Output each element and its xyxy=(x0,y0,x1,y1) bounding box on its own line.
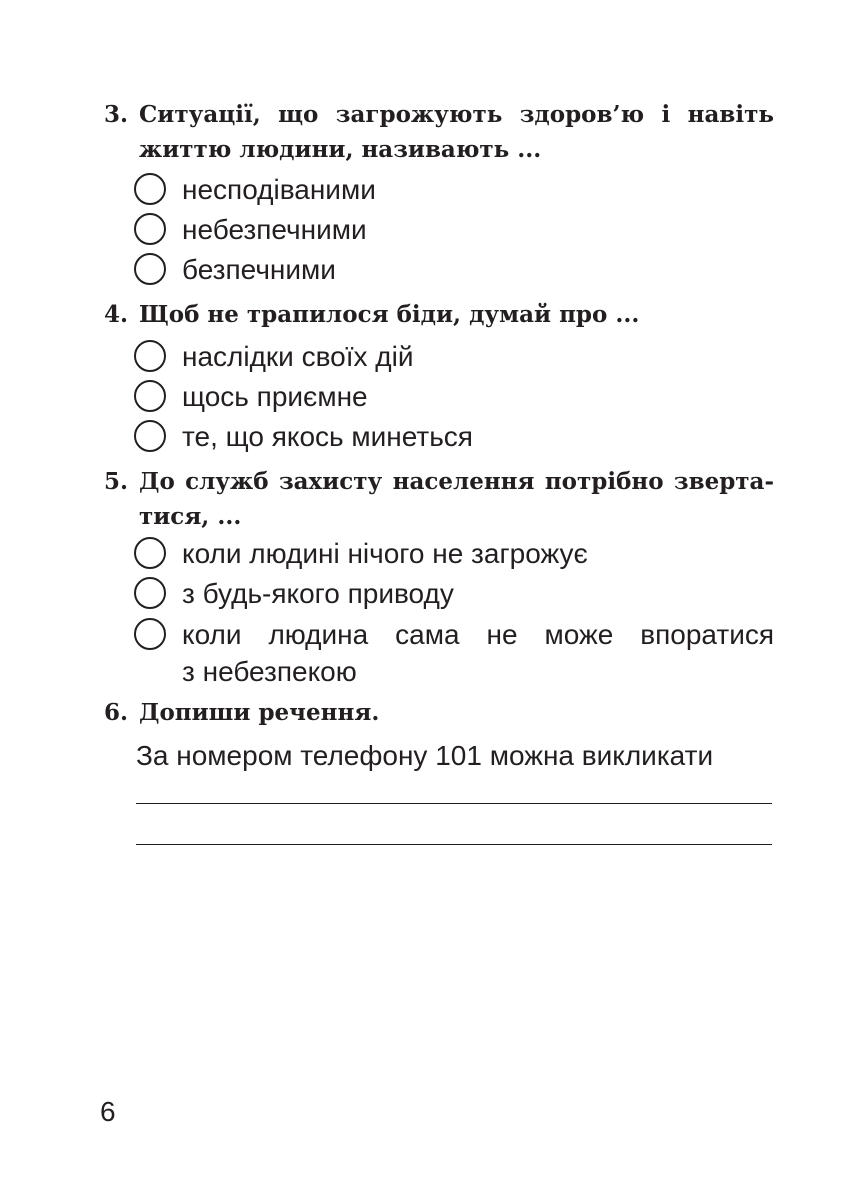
radio-circle[interactable] xyxy=(134,380,166,412)
option-5a[interactable] xyxy=(134,535,774,572)
radio-circle[interactable] xyxy=(134,173,166,205)
question-number: 3. xyxy=(104,101,129,128)
question-text-line2: тися, ... xyxy=(139,503,242,530)
question-text-line1: Допиши речення. xyxy=(139,699,380,726)
question-3 xyxy=(104,97,774,167)
radio-circle[interactable] xyxy=(134,213,166,245)
question-text-line1: Щоб не трапилося біди, думай про ... xyxy=(139,301,640,328)
radio-circle[interactable] xyxy=(134,420,166,452)
question-number: 4. xyxy=(104,301,129,328)
radio-circle[interactable] xyxy=(134,537,166,569)
answer-line-2[interactable] xyxy=(136,844,772,845)
option-3a[interactable] xyxy=(134,171,774,208)
option-label: небезпечними xyxy=(182,214,367,245)
question-text-line1: Ситуації, що загрожують здоров’ю і навіть xyxy=(139,101,774,128)
option-4b[interactable] xyxy=(134,378,774,415)
option-4c[interactable] xyxy=(134,418,774,455)
radio-circle[interactable] xyxy=(134,253,166,285)
option-label: щось приємне xyxy=(182,381,368,412)
option-label: несподіваними xyxy=(182,174,376,205)
option-3c[interactable] xyxy=(134,251,774,288)
question-text-line2: життю людини, називають ... xyxy=(139,136,542,163)
question-6 xyxy=(104,695,774,730)
option-4a[interactable] xyxy=(134,338,774,375)
option-3b[interactable] xyxy=(134,211,774,248)
question-number: 6. xyxy=(104,699,129,726)
answer-line-1[interactable] xyxy=(136,803,772,804)
option-label: коли людині нічого не загрожує xyxy=(182,538,588,569)
radio-circle[interactable] xyxy=(134,340,166,372)
option-label: те, що якось минеться xyxy=(182,421,473,452)
option-5b[interactable] xyxy=(134,575,774,612)
question-number: 5. xyxy=(104,468,129,495)
radio-circle[interactable] xyxy=(134,577,166,609)
sentence-prompt: За номером телефону 101 можна викликати xyxy=(136,740,714,771)
question-4 xyxy=(104,297,774,332)
radio-circle[interactable] xyxy=(134,618,166,650)
question-text-line1: До служб захисту населення потрібно зверта- xyxy=(139,468,774,495)
option-label-continuation: з небезпекою xyxy=(182,656,357,687)
option-label: наслідки своїх дій xyxy=(182,341,414,372)
option-5c[interactable] xyxy=(134,616,774,690)
option-label: безпечними xyxy=(182,254,336,285)
option-label: коли людина сама не може впоратися xyxy=(182,619,774,650)
option-label: з будь-якого приводу xyxy=(182,578,454,609)
question-5 xyxy=(104,464,774,534)
page-number: 6 xyxy=(100,1096,116,1127)
